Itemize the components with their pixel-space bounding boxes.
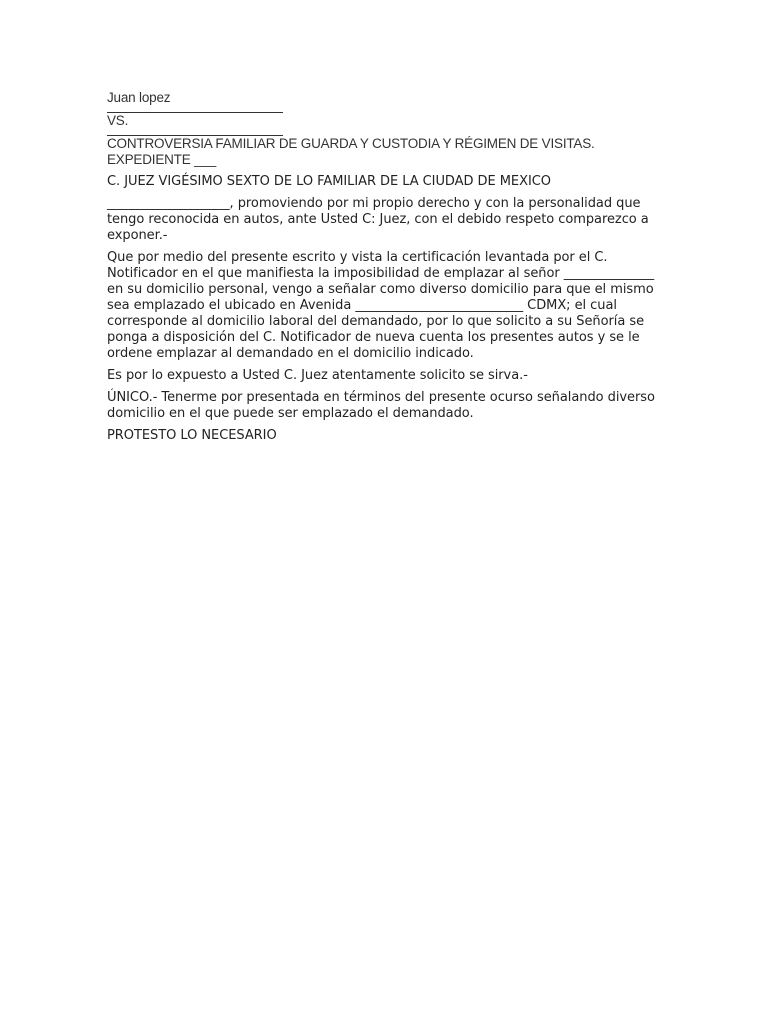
file-number: EXPEDIENTE ___	[107, 152, 216, 167]
closing-statement: PROTESTO LO NECESARIO	[107, 428, 277, 443]
paragraph-statement: Que por medio del presente escrito y vista la certificación levantada por el C. Notificador en el que manifiesta la imposibilidad de emplazar al señor ______________ en su domicilio personal, vengo a señalar como diverso domicilio para que el mismo sea emplazado el ubicado en Avenida __________________________ CDMX; el cual corresponde al domicilio laboral del demandado, por lo que solicito a su Señoría se ponga a disposición del C. Notificador de nueva cuenta los presentes autos y se le ordene emplazar al demandado en el domicilio indicado.	[107, 250, 655, 361]
paragraph-request: Es por lo expuesto a Usted C. Juez atentamente solicito se sirva.-	[107, 368, 528, 383]
versus-label: VS.	[107, 113, 129, 128]
case-title: CONTROVERSIA FAMILIAR DE GUARDA Y CUSTODIA Y RÉGIMEN DE VISITAS.	[107, 136, 595, 151]
paragraph-intro: ___________________, promoviendo por mi propio derecho y con la personalidad que tengo reconocida en autos, ante Usted C: Juez, con el debido respeto comparezco a exponer.-	[107, 196, 649, 243]
addressee: C. JUEZ VIGÉSIMO SEXTO DE LO FAMILIAR DE LA CIUDAD DE MEXICO	[107, 174, 551, 189]
paragraph-unico: ÚNICO.- Tenerme por presentada en términos del presente ocurso señalando diverso domicilio en el que puede ser emplazado el demandado.	[107, 390, 655, 421]
plaintiff-name: Juan lopez	[107, 90, 171, 105]
document-page	[107, 90, 667, 444]
